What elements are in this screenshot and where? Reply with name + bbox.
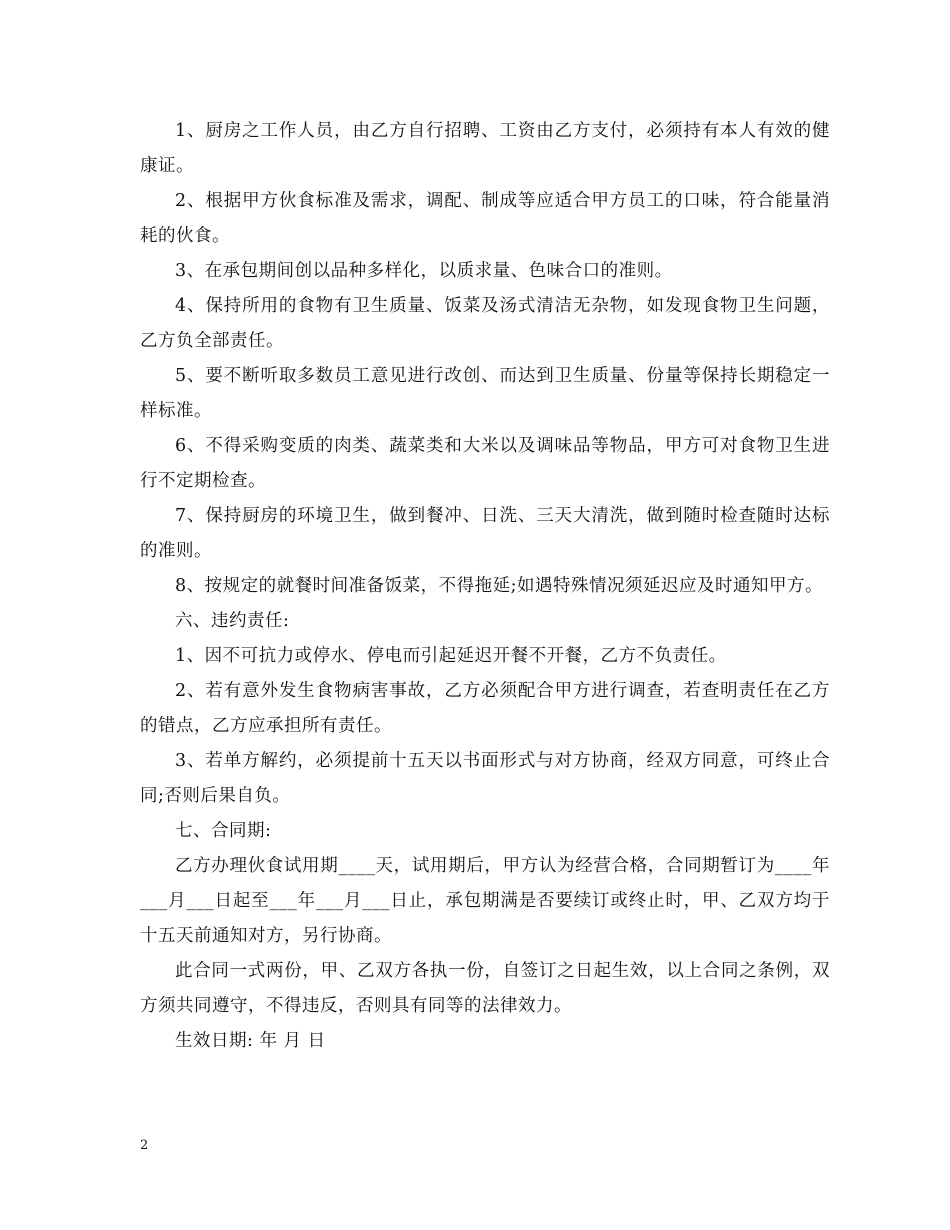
section-heading-breach: 六、违约责任: (175, 611, 290, 631)
page-number: 2 (140, 1138, 149, 1153)
clause-termination: 3、若单方解约，必须提前十五天以书面形式与对方协商，经双方同意，可终止合同;否则后果自负。 (140, 751, 830, 806)
clause-copies: 此合同一式两份，甲、乙双方各执一份，自签订之日起生效，以上合同之条例，双方须共同遵守，不得违反，否则具有同等的法律效力。 (140, 961, 830, 1016)
document-body (140, 114, 830, 1059)
clause-kitchen-staff: 1、厨房之工作人员，由乙方自行招聘、工资由乙方支付，必须持有本人有效的健康证。 (140, 121, 830, 176)
clause-trial-period: 乙方办理伙食试用期____天，试用期后，甲方认为经营合格，合同期暂订为____年___月___日起至___年___月___日止，承包期满是否要续订或终止时，甲、乙双方均于十五天前通知对方，另行协商。 (140, 856, 830, 946)
clause-kitchen-cleaning: 7、保持厨房的环境卫生，做到餐冲、日洗、三天大清洗，做到随时检查随时达标的准则。 (140, 506, 830, 561)
clause-food-accident: 2、若有意外发生食物病害事故，乙方必须配合甲方进行调查，若查明责任在乙方的错点，乙方应承担所有责任。 (140, 681, 830, 736)
clause-variety: 3、在承包期间创以品种多样化，以质求量、色味合口的准则。 (175, 261, 673, 281)
clause-meal-time: 8、按规定的就餐时间准备饭菜，不得拖延;如遇特殊情况须延迟应及时通知甲方。 (175, 576, 824, 596)
clause-purchasing: 6、不得采购变质的肉类、蔬菜类和大米以及调味品等物品，甲方可对食物卫生进行不定期检查。 (140, 436, 830, 491)
clause-meal-standard: 2、根据甲方伙食标准及需求，调配、制成等应适合甲方员工的口味，符合能量消耗的伙食。 (140, 191, 830, 246)
clause-staff-feedback: 5、要不断听取多数员工意见进行改创、而达到卫生质量、份量等保持长期稳定一样标准。 (140, 366, 830, 421)
clause-force-majeure: 1、因不可抗力或停水、停电而引起延迟开餐不开餐，乙方不负责任。 (175, 646, 727, 666)
effective-date: 生效日期: 年 月 日 (175, 1031, 326, 1051)
section-heading-contract-period: 七、合同期: (175, 821, 272, 841)
clause-food-hygiene: 4、保持所用的食物有卫生质量、饭菜及汤式清洁无杂物，如发现食物卫生问题，乙方负全部责任。 (140, 296, 830, 351)
